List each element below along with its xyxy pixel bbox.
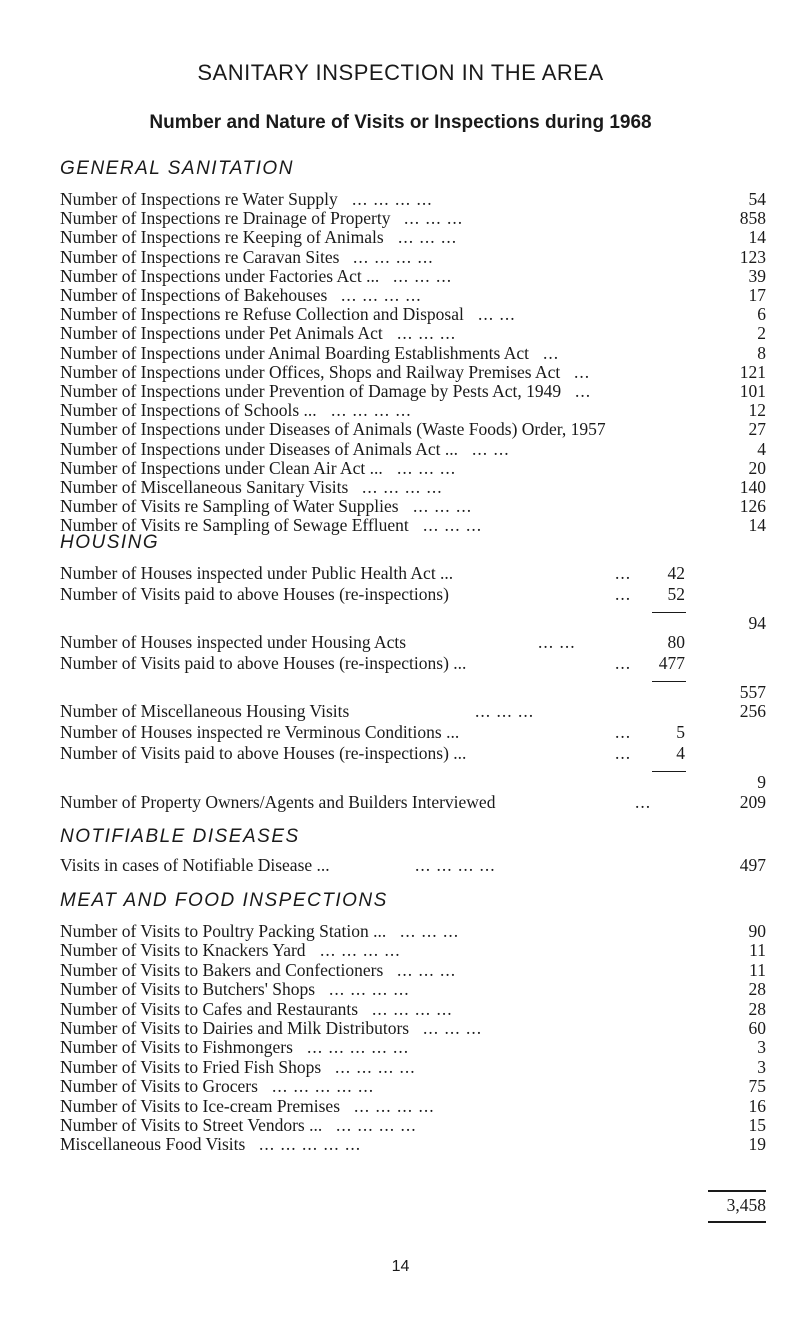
table-row: [60, 439, 766, 459]
row-leader-dots: ... ... ...: [397, 457, 457, 478]
row-label: Number of Inspections re Keeping of Animals: [60, 227, 384, 248]
row-subvalue: 4: [676, 743, 685, 763]
table-row: [60, 999, 766, 1019]
table-row: [60, 247, 766, 267]
table-row: [60, 701, 766, 721]
row-label: Number of Visits to Dairies and Milk Distributors: [60, 1018, 410, 1038]
row-subvalue: 42: [667, 563, 685, 583]
row-subvalue: 5: [676, 722, 685, 742]
row-leader-dots: ... ... ... ...: [352, 189, 433, 209]
table-row: [60, 227, 766, 247]
row-value: 15: [748, 1115, 766, 1135]
row-label: Visits in cases of Notifiable Disease ...: [60, 855, 330, 875]
table-row: [60, 1018, 766, 1038]
row-leader-dots: ... ... ... ...: [329, 979, 410, 1000]
section-heading-meat-and-food: MEAT AND FOOD INSPECTIONS: [60, 890, 388, 911]
row-leader-dots: ...: [635, 792, 652, 812]
row-value: 54: [748, 189, 766, 209]
row-label: Number of Miscellaneous Sanitary Visits: [60, 477, 349, 497]
total-rule-bottom: [708, 1221, 766, 1223]
row-label: Number of Visits to Fried Fish Shops: [60, 1056, 322, 1077]
row-label: Number of Houses inspected under Public Health Act ...: [60, 563, 454, 583]
row-value: 123: [739, 246, 766, 267]
table-row: [60, 419, 766, 439]
row-label: Number of Inspections under Offices, Shops and Railway Premises Act: [60, 361, 561, 382]
row-leader-dots: ... ... ...: [423, 1018, 483, 1038]
row-value: 858: [739, 208, 766, 229]
row-leader-dots: ... ... ...: [404, 208, 464, 229]
row-label: Number of Visits to Bakers and Confectioners: [60, 959, 384, 980]
row-leader-dots: ... ... ...: [423, 515, 483, 536]
row-label: Number of Visits paid to above Houses (re-inspections): [60, 584, 449, 604]
table-row: [60, 1115, 766, 1135]
row-value: 19: [748, 1134, 766, 1155]
row-label: Number of Inspections under Animal Boarding Establishments Act: [60, 342, 530, 363]
row-label: Number of Visits paid to above Houses (re-inspections) ...: [60, 743, 467, 763]
row-label: Number of Miscellaneous Housing Visits: [60, 701, 350, 721]
table-row: [60, 921, 766, 941]
row-label: Number of Inspections under Clean Air Act ...: [60, 457, 383, 478]
row-leader-dots: ... ... ...: [398, 227, 458, 248]
row-value: 8: [757, 342, 766, 363]
row-label: Number of Inspections under Diseases of Animals (Waste Foods) Order, 1957: [60, 419, 606, 440]
row-label: Number of Inspections under Factories Act ...: [60, 265, 380, 286]
row-value: 14: [748, 227, 766, 248]
row-label: Number of Visits paid to above Houses (re-inspections) ...: [60, 653, 467, 673]
table-row: [60, 477, 766, 497]
subtotal-rule: [652, 771, 686, 772]
row-label: Number of Houses inspected re Verminous Conditions ...: [60, 722, 460, 742]
row-leader-dots: ... ... ... ... ...: [272, 1076, 375, 1097]
row-subvalue: 477: [658, 653, 685, 673]
table-row: [60, 381, 766, 401]
table-row: [60, 266, 766, 286]
row-leader-dots: ... ... ...: [397, 959, 457, 980]
row-label: Number of Visits to Butchers' Shops: [60, 979, 316, 1000]
row-label: Number of Inspections of Bakehouses: [60, 285, 328, 305]
subtotal-rule: [652, 612, 686, 613]
row-label: Number of Visits to Poultry Packing Station ...: [60, 921, 387, 941]
housing-subtotal: 557: [739, 682, 766, 702]
row-value: 16: [748, 1095, 766, 1116]
row-leader-dots: ... ... ... ...: [362, 477, 443, 497]
row-value: 90: [748, 921, 766, 941]
row-value: 28: [748, 979, 766, 1000]
row-leader-dots: ...: [615, 743, 632, 763]
row-label: Number of Visits to Fishmongers: [60, 1037, 293, 1058]
row-label: Number of Inspections under Prevention of Damage by Pests Act, 1949: [60, 381, 562, 401]
row-value: 20: [748, 457, 766, 478]
row-value: 6: [757, 304, 766, 325]
row-subvalue: 52: [667, 584, 685, 604]
row-label: Number of Visits to Cafes and Restaurants: [60, 998, 359, 1019]
row-value: 39: [748, 265, 766, 286]
page-title: SANITARY INSPECTION IN THE AREA: [197, 60, 604, 85]
housing-subtotal: 9: [757, 772, 766, 792]
table-row: [60, 304, 766, 324]
row-value: 2: [757, 323, 766, 344]
row-value: 140: [739, 477, 766, 497]
page-subtitle: Number and Nature of Visits or Inspections during 1968: [149, 112, 652, 133]
row-value: 12: [748, 400, 766, 421]
row-label: Number of Inspections under Pet Animals Act: [60, 323, 383, 344]
table-row: [60, 362, 766, 382]
row-value: 4: [757, 438, 766, 459]
row-label: Number of Inspections re Drainage of Property: [60, 208, 391, 229]
row-leader-dots: ... ... ...: [413, 496, 473, 517]
row-value: 75: [748, 1076, 766, 1097]
table-row: [60, 855, 766, 875]
table-row: [60, 792, 766, 812]
table-row: [60, 400, 766, 420]
row-label: Number of Visits to Knackers Yard: [60, 940, 306, 961]
section-heading-housing: HOUSING: [60, 532, 160, 553]
row-leader-dots: ...: [615, 584, 632, 604]
row-leader-dots: ...: [575, 381, 592, 401]
row-leader-dots: ... ... ... ...: [336, 1115, 417, 1135]
row-label: Number of Property Owners/Agents and Builders Interviewed: [60, 792, 496, 812]
row-leader-dots: ... ... ... ...: [415, 855, 496, 875]
row-leader-dots: ... ... ... ...: [372, 998, 453, 1019]
row-label: Number of Visits re Sampling of Water Supplies: [60, 496, 399, 517]
row-value: 121: [739, 361, 766, 382]
table-row: [60, 1134, 766, 1154]
table-row: [60, 1096, 766, 1116]
row-value: 126: [739, 496, 766, 517]
total-rule-top: [708, 1190, 766, 1192]
row-label: Number of Inspections re Caravan Sites: [60, 246, 340, 267]
housing-subtotal: 94: [748, 613, 766, 633]
table-row: [60, 343, 766, 363]
section-heading-general-sanitation: GENERAL SANITATION: [60, 158, 294, 179]
row-value: 11: [749, 959, 766, 980]
row-label: Number of Houses inspected under Housing Acts: [60, 632, 407, 652]
row-value: 256: [739, 701, 766, 721]
row-leader-dots: ...: [574, 361, 591, 382]
table-row: [60, 979, 766, 999]
row-leader-dots: ...: [543, 342, 560, 363]
row-leader-dots: ... ... ... ...: [353, 246, 434, 267]
row-leader-dots: ...: [615, 563, 632, 583]
row-label: Number of Visits to Street Vendors ...: [60, 1115, 323, 1135]
row-label: Miscellaneous Food Visits: [60, 1134, 246, 1155]
row-value: 27: [748, 419, 766, 440]
page-number: 14: [391, 1258, 410, 1275]
row-label: Number of Inspections re Refuse Collection and Disposal: [60, 304, 464, 325]
row-leader-dots: ... ... ... ... ...: [259, 1134, 362, 1155]
row-leader-dots: ... ... ... ...: [320, 940, 401, 961]
row-leader-dots: ... ... ...: [475, 701, 535, 721]
row-leader-dots: ... ...: [478, 304, 516, 325]
row-leader-dots: ... ... ... ...: [335, 1056, 416, 1077]
row-label: Number of Inspections re Water Supply: [60, 189, 338, 209]
row-leader-dots: ... ... ...: [397, 323, 457, 344]
table-row: [60, 323, 766, 343]
row-label: Number of Visits to Ice-cream Premises: [60, 1095, 341, 1116]
row-leader-dots: ... ... ... ...: [341, 285, 422, 305]
row-subvalue: 80: [667, 632, 685, 652]
row-value: 14: [748, 515, 766, 536]
table-row: [60, 940, 766, 960]
row-leader-dots: ...: [615, 722, 632, 742]
row-leader-dots: ... ... ...: [393, 265, 453, 286]
table-row: [60, 208, 766, 228]
table-row: [60, 285, 766, 305]
row-value: 3: [757, 1056, 766, 1077]
table-row: [60, 458, 766, 478]
row-label: Number of Inspections under Diseases of Animals Act ...: [60, 438, 459, 459]
row-value: 17: [748, 285, 766, 305]
row-leader-dots: ...: [615, 653, 632, 673]
row-leader-dots: ... ...: [538, 632, 576, 652]
row-leader-dots: ... ... ...: [400, 921, 460, 941]
row-value: 3: [757, 1037, 766, 1058]
row-value: 28: [748, 998, 766, 1019]
row-label: Number of Visits to Grocers: [60, 1076, 258, 1097]
table-row: [60, 1037, 766, 1057]
subtotal-rule: [652, 681, 686, 682]
row-value: 60: [748, 1018, 766, 1038]
row-value: 11: [749, 940, 766, 961]
grand-total: 3,458: [726, 1195, 766, 1215]
row-label: Number of Visits re Sampling of Sewage Effluent: [60, 515, 409, 536]
table-row: [60, 515, 766, 535]
section-heading-notifiable-diseases: NOTIFIABLE DISEASES: [60, 826, 300, 847]
row-leader-dots: ... ... ... ...: [331, 400, 412, 421]
row-value: 497: [739, 855, 766, 875]
row-leader-dots: ... ... ... ...: [354, 1095, 435, 1116]
table-row: [60, 189, 766, 209]
row-leader-dots: ... ... ... ... ...: [307, 1037, 410, 1058]
table-row: [60, 960, 766, 980]
table-row: [60, 496, 766, 516]
table-row: [60, 1076, 766, 1096]
row-value: 101: [739, 381, 766, 401]
row-leader-dots: ... ...: [472, 438, 510, 459]
row-label: Number of Inspections of Schools ...: [60, 400, 317, 421]
row-value: 209: [739, 792, 766, 812]
table-row: [60, 1057, 766, 1077]
